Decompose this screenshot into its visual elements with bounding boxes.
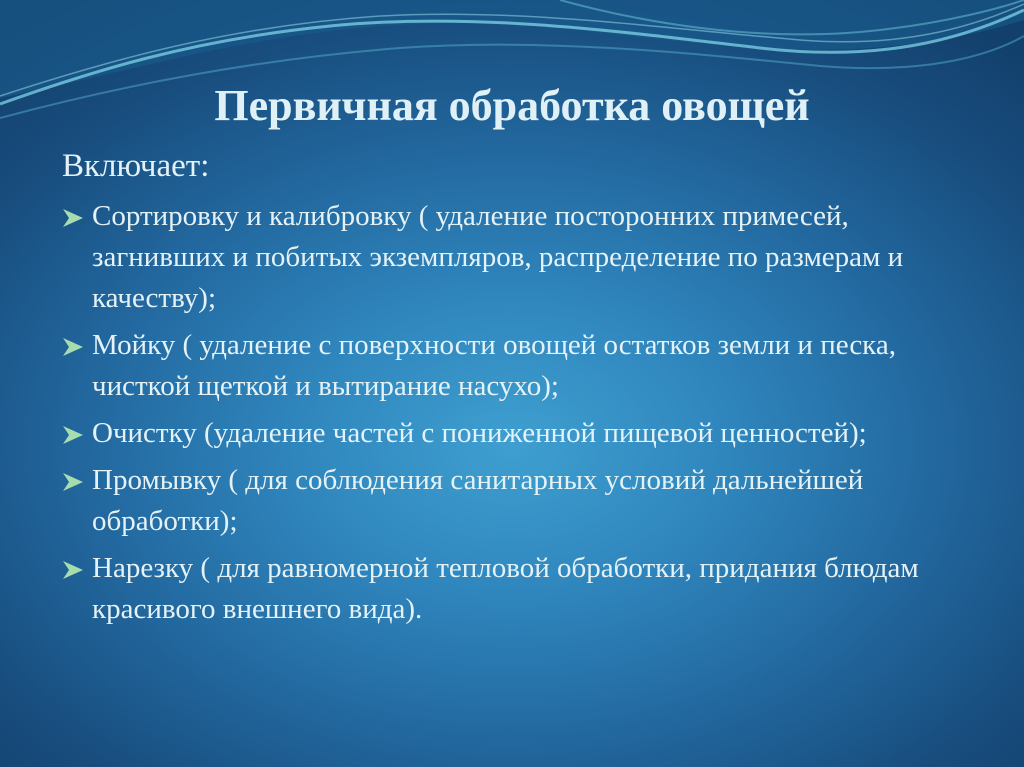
arrowhead-bullet-icon xyxy=(62,337,84,357)
list-item xyxy=(60,413,980,454)
intro-text: Включает: xyxy=(62,148,210,184)
list-item xyxy=(60,548,980,630)
arrowhead-bullet-icon xyxy=(62,472,84,492)
bullet-list xyxy=(60,196,980,636)
list-item-text: Промывку ( для соблюдения санитарных условий дальнейшей обработки); xyxy=(92,464,864,537)
list-item-text: Мойку ( удаление с поверхности овощей остатков земли и песка, чисткой щеткой и вытирание насухо); xyxy=(92,329,896,402)
list-item xyxy=(60,460,980,542)
arrowhead-bullet-icon xyxy=(62,560,84,580)
arrowhead-bullet-icon xyxy=(62,425,84,445)
list-item-text: Сортировку и калибровку ( удаление посторонних примесей, загнивших и побитых экземпляров, распределение по размерам и качеству); xyxy=(92,200,904,314)
slide-title: Первичная обработка овощей xyxy=(214,81,810,130)
arrowhead-bullet-icon xyxy=(62,208,84,228)
list-item-text: Нарезку ( для равномерной тепловой обработки, придания блюдам красивого внешнего вида). xyxy=(92,552,919,625)
list-item xyxy=(60,196,980,319)
list-item xyxy=(60,325,980,407)
list-item-text: Очистку (удаление частей с пониженной пищевой ценностей); xyxy=(92,417,867,449)
